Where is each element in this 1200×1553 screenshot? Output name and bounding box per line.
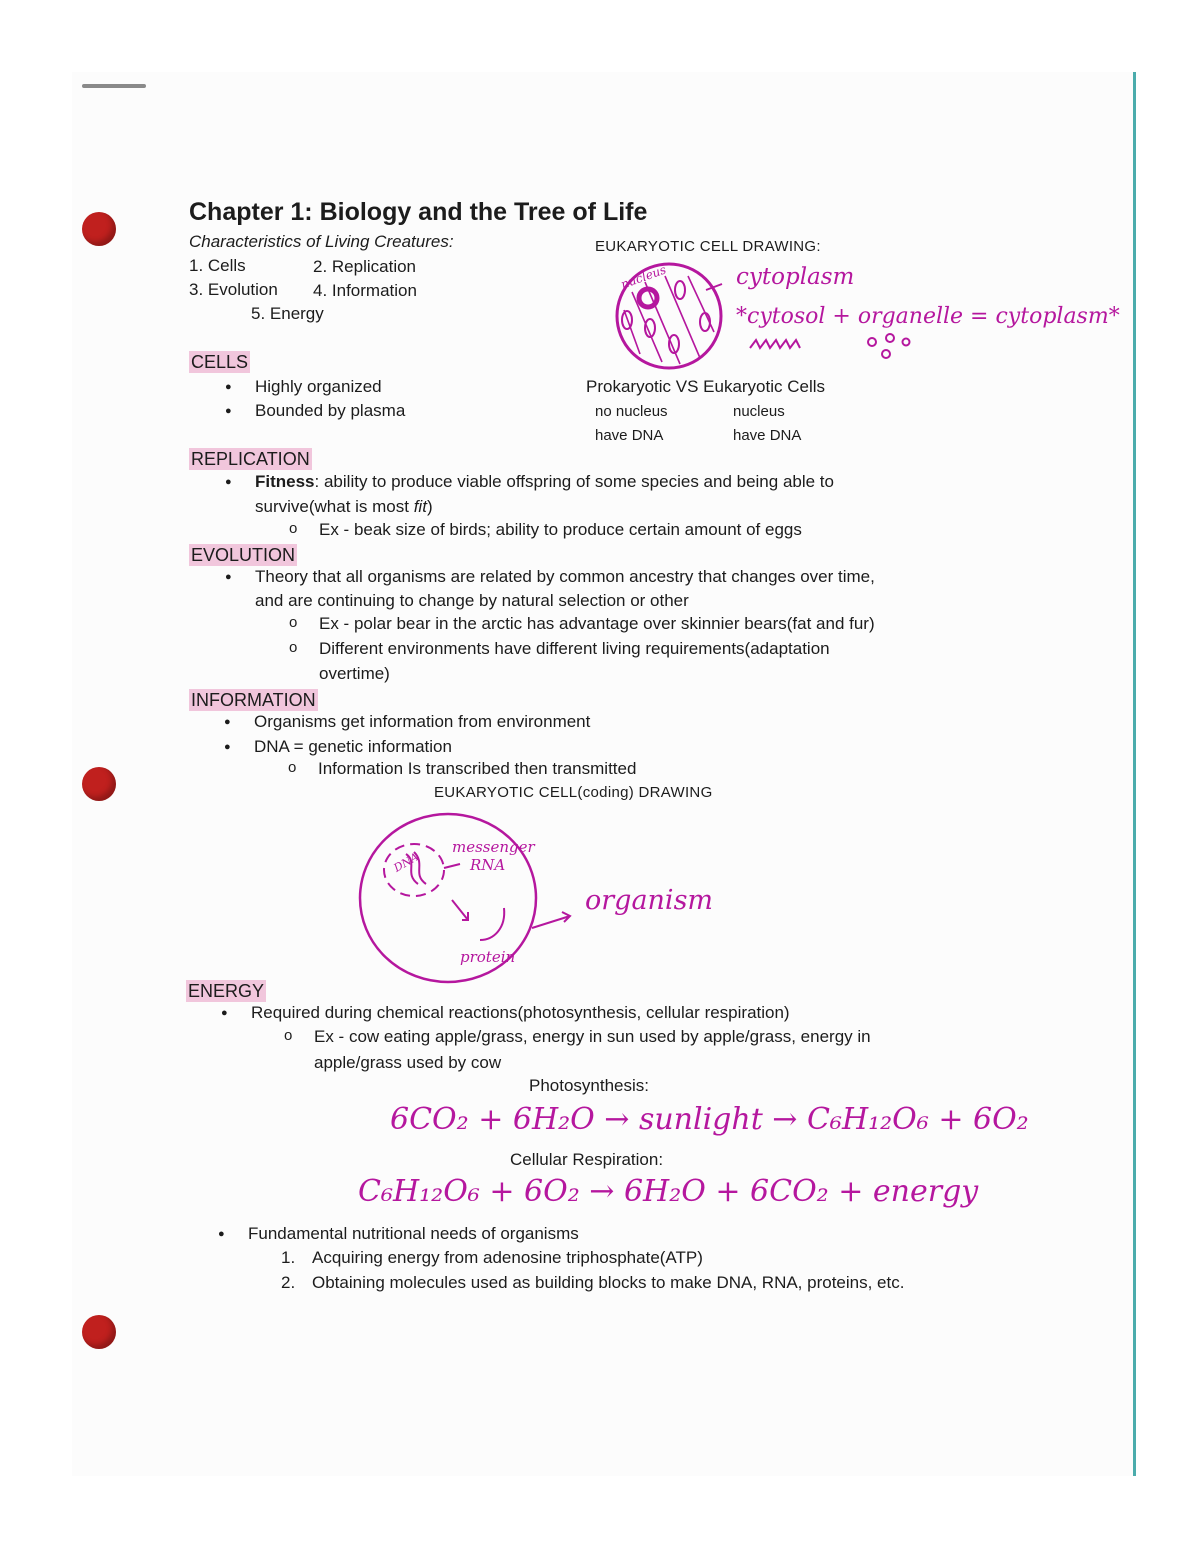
numbered-item: Obtaining molecules used as building blocks to make DNA, RNA, proteins, etc. (312, 1273, 905, 1292)
bullet-item: ● Fundamental nutritional needs of organisms (248, 1223, 579, 1245)
coding-drawing-label: EUKARYOTIC CELL(coding) DRAWING (434, 784, 713, 801)
prokaryotic-trait: have DNA (595, 427, 664, 444)
section-heading-information: INFORMATION (191, 690, 316, 710)
sub-bullet-item: o Information Is transcribed then transmitted (318, 758, 636, 780)
dna-label: DNA (391, 850, 421, 875)
section-heading-replication: REPLICATION (191, 449, 310, 469)
prokaryotic-trait: no nucleus (595, 403, 668, 420)
cellular-respiration-label: Cellular Respiration: (510, 1150, 664, 1169)
protein-label: protein (460, 948, 516, 966)
organelle-dots (862, 332, 932, 362)
bullet-item: ● Required during chemical reactions(photosynthesis, cellular respiration) (251, 1002, 790, 1024)
messenger-label: messenger (452, 838, 535, 856)
section-heading-evolution: EVOLUTION (191, 545, 296, 565)
sub-bullet-continuation: apple/grass used by cow (314, 1053, 502, 1072)
fitness-definition: : ability to produce viable offspring of some species and being able to (314, 472, 834, 491)
sub-bullet-item: o Ex - beak size of birds; ability to produce certain amount of eggs (319, 519, 802, 541)
page-title: Chapter 1: Biology and the Tree of Life (189, 198, 648, 226)
binder-hole-bottom (82, 1315, 116, 1349)
sub-bullet-item: o Ex - cow eating apple/grass, energy in sun used by apple/grass, energy in (314, 1026, 871, 1048)
binder-hole-middle (82, 767, 116, 801)
bullet-item (255, 471, 834, 493)
photosynthesis-label: Photosynthesis: (529, 1076, 650, 1095)
page-edge-line (1133, 72, 1136, 1476)
pro-vs-euk-heading: Prokaryotic VS Eukaryotic Cells (586, 377, 826, 396)
rna-label: RNA (470, 856, 506, 874)
bullet-item: ● DNA = genetic information (254, 736, 452, 758)
numbered-item: Acquiring energy from adenosine triphosphate(ATP) (312, 1248, 703, 1267)
fitness-term: Fitness (255, 472, 315, 491)
sub-bullet-item: o Different environments have different living requirements(adaptation (319, 638, 830, 660)
characteristic-item: 3. Evolution (189, 280, 278, 299)
binder-hole-top (82, 212, 116, 246)
nucleus-label: nucleus (619, 262, 668, 292)
photosynthesis-equation: 6CO₂ + 6H₂O → sunlight → C₆H₁₂O₆ + 6O₂ (390, 1102, 1029, 1137)
section-heading-energy: ENERGY (188, 981, 265, 1001)
bullet-item: ● Bounded by plasma (255, 400, 405, 422)
sub-bullet-continuation: overtime) (319, 664, 390, 683)
characteristic-item: 2. Replication (313, 257, 417, 276)
bullet-item: ● Highly organized (255, 376, 382, 398)
cellular-respiration-equation: C₆H₁₂O₆ + 6O₂ → 6H₂O + 6CO₂ + energy (358, 1174, 979, 1209)
bullet-item: ● Theory that all organisms are related by common ancestry that changes over time, (255, 566, 875, 588)
cytoplasm-label: cytoplasm (736, 264, 855, 290)
eukaryotic-trait: have DNA (733, 427, 802, 444)
characteristics-heading: Characteristics of Living Creatures: (189, 232, 454, 251)
sub-bullet-item: o Ex - polar bear in the arctic has advantage over skinnier bears(fat and fur) (319, 613, 875, 635)
fitness-continuation: survive(what is most fit) (255, 497, 433, 516)
bullet-continuation: and are continuing to change by natural selection or other (255, 591, 689, 610)
section-heading-cells: CELLS (191, 352, 249, 372)
characteristic-item: 4. Information (313, 281, 417, 300)
organism-label: organism (585, 885, 714, 916)
characteristic-item: 5. Energy (251, 304, 324, 323)
eukaryotic-trait: nucleus (733, 403, 785, 420)
numbered-index: 1. (281, 1248, 296, 1267)
eukaryotic-drawing-label: EUKARYOTIC CELL DRAWING: (595, 238, 821, 255)
cytosol-squiggle (748, 336, 808, 352)
numbered-index: 2. (281, 1273, 296, 1292)
bullet-item: ● Organisms get information from environment (254, 711, 590, 733)
characteristic-item: 1. Cells (189, 256, 246, 275)
scan-mark (82, 84, 146, 88)
cytosol-organelle-equation: *cytosol + organelle = cytoplasm* (736, 304, 1120, 329)
